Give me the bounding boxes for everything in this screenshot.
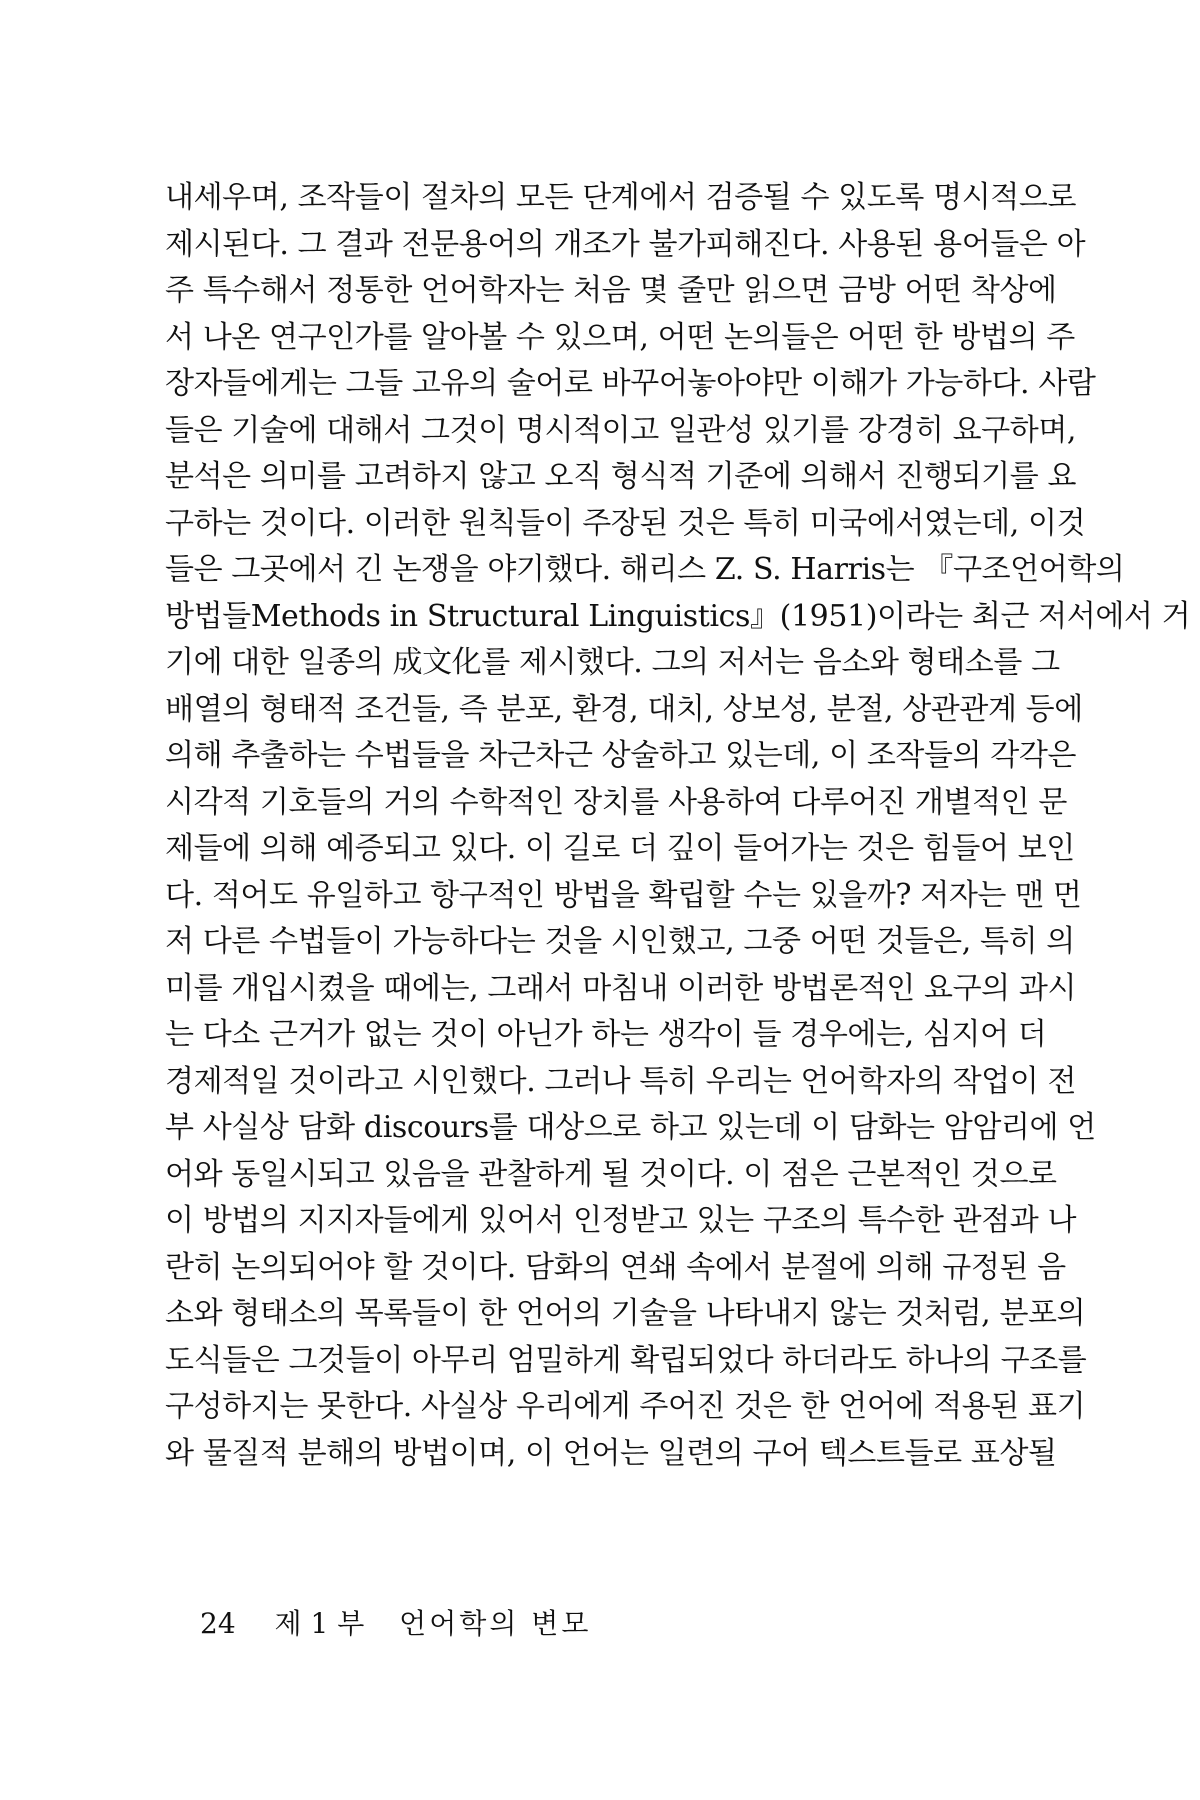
text-line: 제들에 의해 예증되고 있다. 이 길로 더 깊이 들어가는 것은 힘들어 보인 (165, 831, 1075, 866)
page-footer (200, 1604, 591, 1644)
text-line: 구성하지는 못한다. 사실상 우리에게 주어진 것은 한 언어에 적용된 표기 (165, 1389, 1086, 1424)
text-line: 도식들은 그것들이 아무리 엄밀하게 확립되었다 하더라도 하나의 구조를 (165, 1342, 1087, 1378)
text-line: 분석은 의미를 고려하지 않고 오직 형식적 기준에 의해서 진행되기를 요 (165, 459, 1077, 494)
text-line: 와 물질적 분해의 방법이며, 이 언어는 일련의 구어 텍스트들로 표상될 (165, 1435, 1057, 1471)
text-line: 제시된다. 그 결과 전문용어의 개조가 불가피해진다. 사용된 용어들은 아 (165, 226, 1086, 262)
text-line: 의해 추출하는 수법들을 차근차근 상술하고 있는데, 이 조작들의 각각은 (165, 738, 1077, 773)
text-line: 부 사실상 담화 discours를 대상으로 하고 있는데 이 담화는 암암리에 언 (165, 1110, 1096, 1145)
text-line: 배열의 형태적 조건들, 즉 분포, 환경, 대치, 상보성, 분절, 상관관계 등에 (165, 691, 1083, 727)
body-text (165, 175, 1191, 1477)
text-line: 기에 대한 일종의 成文化를 제시했다. 그의 저서는 음소와 형태소를 그 (165, 645, 1060, 680)
page-number: 24 (200, 1607, 236, 1640)
text-line: 구하는 것이다. 이러한 원칙들이 주장된 것은 특히 미국에서였는데, 이것 (165, 505, 1086, 541)
text-line: 소와 형태소의 목록들이 한 언어의 기술을 나타내지 않는 것처럼, 분포의 (165, 1296, 1086, 1331)
text-line: 어와 동일시되고 있음을 관찰하게 될 것이다. 이 점은 근본적인 것으로 (165, 1156, 1057, 1192)
text-line: 란히 논의되어야 할 것이다. 담화의 연쇄 속에서 분절에 의해 규정된 음 (165, 1249, 1066, 1285)
text-line: 미를 개입시켰을 때에는, 그래서 마침내 이러한 방법론적인 요구의 과시 (165, 970, 1077, 1006)
text-line: 저 다른 수법들이 가능하다는 것을 시인했고, 그중 어떤 것들은, 특히 의 (165, 924, 1075, 959)
text-line: 들은 그곳에서 긴 논쟁을 야기했다. 해리스 Z. S. Harris는 『구조언어학의 (165, 552, 1125, 587)
part-label: 제 1 부 (274, 1607, 365, 1640)
text-line: 주 특수해서 정통한 언어학자는 처음 몇 줄만 읽으면 금방 어떤 착상에 (165, 273, 1057, 308)
text-line: 는 다소 근거가 없는 것이 아닌가 하는 생각이 들 경우에는, 심지어 더 (165, 1017, 1047, 1052)
text-line: 들은 기술에 대해서 그것이 명시적이고 일관성 있기를 강경히 요구하며, (165, 412, 1077, 448)
text-line: 이 방법의 지지자들에게 있어서 인정받고 있는 구조의 특수한 관점과 나 (165, 1203, 1077, 1238)
text-line: 시각적 기호들의 거의 수학적인 장치를 사용하여 다루어진 개별적인 문 (165, 784, 1067, 820)
text-line: 장자들에게는 그들 고유의 술어로 바꾸어놓아야만 이해가 가능하다. 사람 (165, 366, 1096, 401)
running-title: 언어학의 변모 (399, 1607, 592, 1640)
text-line: 다. 적어도 유일하고 항구적인 방법을 확립할 수는 있을까? 저자는 맨 먼 (165, 877, 1082, 913)
text-line: 방법들Methods in Structural Linguistics』(1951)이라는 최근 저서에서 거 (165, 598, 1191, 634)
text-line: 경제적일 것이라고 시인했다. 그러나 특히 우리는 언어학자의 작업이 전 (165, 1063, 1077, 1099)
text-line: 내세우며, 조작들이 절차의 모든 단계에서 검증될 수 있도록 명시적으로 (165, 180, 1077, 215)
text-line: 서 나온 연구인가를 알아볼 수 있으며, 어떤 논의들은 어떤 한 방법의 주 (165, 319, 1075, 355)
